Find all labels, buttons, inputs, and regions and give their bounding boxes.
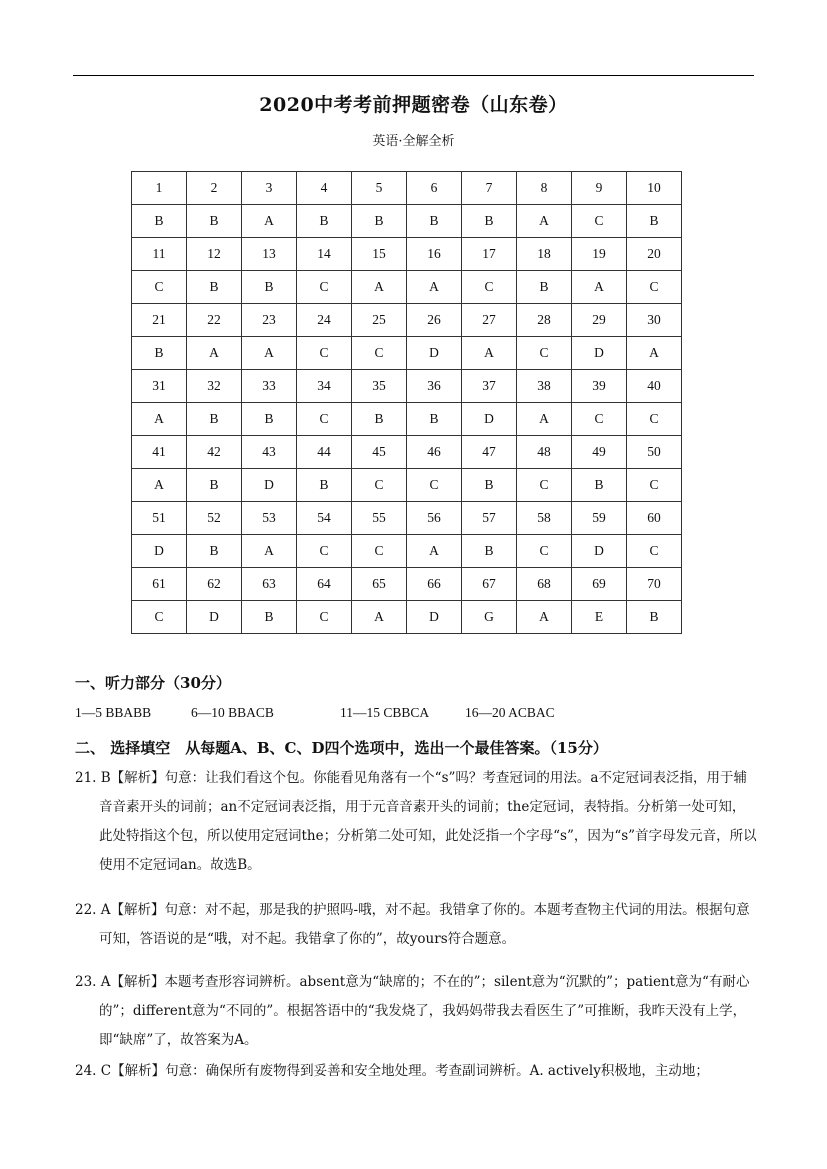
question-number-cell: 43 <box>242 436 297 469</box>
question-number-cell: 48 <box>517 436 572 469</box>
question-number-cell: 5 <box>352 172 407 205</box>
answer-row <box>132 403 682 436</box>
question-number-cell: 25 <box>352 304 407 337</box>
question-number-cell: 17 <box>462 238 517 271</box>
answer-cell: A <box>572 271 627 304</box>
answer-cell: B <box>572 469 627 502</box>
answer-cell: A <box>517 205 572 238</box>
page-title: 2020中考考前押题密卷（山东卷） <box>259 94 568 116</box>
explanation-text: 22. A【解析】句意：对不起，那是我的护照吗-哦，对不起。我错拿了你的。本题考查物主代词的用法。根据句意可知，答语说的是“哦，对不起。我错拿了你的”，故yours符合题意。 <box>75 902 750 947</box>
answer-cell: A <box>132 469 187 502</box>
answer-cell: C <box>297 271 352 304</box>
answer-cell: G <box>462 601 517 634</box>
section2-heading: 二、 选择填空 从每题A、B、C、D四个选项中，选出一个最佳答案。（15分） <box>75 739 608 757</box>
answer-cell: B <box>132 205 187 238</box>
answer-cell: C <box>352 337 407 370</box>
answer-cell: A <box>462 337 517 370</box>
question-number-cell: 63 <box>242 568 297 601</box>
question-number-cell: 28 <box>517 304 572 337</box>
question-number-cell: 9 <box>572 172 627 205</box>
question-number-row <box>132 502 682 535</box>
question-number-cell: 50 <box>627 436 682 469</box>
question-number-cell: 20 <box>627 238 682 271</box>
answer-cell: B <box>187 469 242 502</box>
answer-cell: D <box>462 403 517 436</box>
answer-cell: B <box>352 205 407 238</box>
question-number-cell: 64 <box>297 568 352 601</box>
answer-cell: B <box>517 271 572 304</box>
answer-cell: A <box>352 601 407 634</box>
question-number-cell: 57 <box>462 502 517 535</box>
question-number-cell: 3 <box>242 172 297 205</box>
question-number-row <box>132 436 682 469</box>
question-number-cell: 35 <box>352 370 407 403</box>
question-number-cell: 56 <box>407 502 462 535</box>
answer-cell: C <box>407 469 462 502</box>
top-rule <box>73 75 754 76</box>
question-number-cell: 59 <box>572 502 627 535</box>
answer-row <box>132 535 682 568</box>
answer-row <box>132 601 682 634</box>
question-number-cell: 54 <box>297 502 352 535</box>
question-number-cell: 34 <box>297 370 352 403</box>
answer-cell: A <box>187 337 242 370</box>
question-number-cell: 55 <box>352 502 407 535</box>
question-number-cell: 53 <box>242 502 297 535</box>
question-number-cell: 40 <box>627 370 682 403</box>
answer-cell: A <box>517 601 572 634</box>
answer-cell: C <box>572 403 627 436</box>
question-number-cell: 39 <box>572 370 627 403</box>
answer-cell: A <box>407 271 462 304</box>
answer-cell: B <box>242 271 297 304</box>
answer-cell: B <box>462 469 517 502</box>
answer-cell: A <box>407 535 462 568</box>
question-number-cell: 18 <box>517 238 572 271</box>
listening-group: 11—15 CBBCA <box>340 705 430 720</box>
question-number-cell: 4 <box>297 172 352 205</box>
question-number-row <box>132 172 682 205</box>
question-number-cell: 51 <box>132 502 187 535</box>
answer-cell: B <box>407 205 462 238</box>
question-number-cell: 21 <box>132 304 187 337</box>
question-number-cell: 12 <box>187 238 242 271</box>
question-number-cell: 2 <box>187 172 242 205</box>
question-number-cell: 49 <box>572 436 627 469</box>
question-number-cell: 29 <box>572 304 627 337</box>
explanation-21 <box>75 764 757 880</box>
question-number-row <box>132 304 682 337</box>
question-number-cell: 62 <box>187 568 242 601</box>
answer-cell: D <box>572 337 627 370</box>
answer-cell: E <box>572 601 627 634</box>
question-number-cell: 45 <box>352 436 407 469</box>
question-number-cell: 69 <box>572 568 627 601</box>
question-number-cell: 6 <box>407 172 462 205</box>
page-subtitle: 英语·全解全析 <box>372 134 455 149</box>
question-number-cell: 66 <box>407 568 462 601</box>
answer-cell: C <box>517 535 572 568</box>
explanation-24 <box>75 1057 757 1086</box>
answer-cell: B <box>242 403 297 436</box>
question-number-cell: 8 <box>517 172 572 205</box>
explanation-22 <box>75 896 757 954</box>
answer-cell: C <box>462 271 517 304</box>
question-number-cell: 65 <box>352 568 407 601</box>
question-number-row <box>132 238 682 271</box>
answer-row <box>132 271 682 304</box>
answer-cell: C <box>627 271 682 304</box>
answer-cell: C <box>627 469 682 502</box>
question-number-cell: 52 <box>187 502 242 535</box>
question-number-cell: 19 <box>572 238 627 271</box>
answer-cell: B <box>187 535 242 568</box>
answer-table <box>131 171 682 634</box>
listening-group: 16—20 ACBAC <box>465 705 555 720</box>
answer-cell: C <box>297 601 352 634</box>
answer-cell: C <box>297 337 352 370</box>
answer-cell: D <box>407 337 462 370</box>
answer-cell: C <box>352 469 407 502</box>
question-number-cell: 15 <box>352 238 407 271</box>
section1-heading: 一、听力部分（30分） <box>75 674 231 692</box>
question-number-cell: 26 <box>407 304 462 337</box>
listening-answers <box>75 705 555 721</box>
answer-cell: C <box>352 535 407 568</box>
question-number-cell: 16 <box>407 238 462 271</box>
answer-cell: B <box>187 271 242 304</box>
answer-cell: A <box>352 271 407 304</box>
answer-cell: C <box>132 601 187 634</box>
question-number-row <box>132 370 682 403</box>
answer-cell: B <box>187 205 242 238</box>
answer-cell: C <box>297 403 352 436</box>
answer-cell: B <box>297 469 352 502</box>
question-number-cell: 27 <box>462 304 517 337</box>
explanation-text: 23. A【解析】本题考查形容词辨析。absent意为“缺席的；不在的”；silent意为“沉默的”；patient意为“有耐心的”；different意为“不同的”。根据答语中的“我发烧了，我妈妈带我去看医生了”可推断，我昨天没有上学，即“缺席”了，故答案为A。 <box>75 974 750 1048</box>
question-number-cell: 46 <box>407 436 462 469</box>
question-number-cell: 70 <box>627 568 682 601</box>
answer-cell: B <box>407 403 462 436</box>
question-number-cell: 14 <box>297 238 352 271</box>
question-number-cell: 67 <box>462 568 517 601</box>
question-number-cell: 41 <box>132 436 187 469</box>
question-number-cell: 68 <box>517 568 572 601</box>
answer-row <box>132 337 682 370</box>
answer-cell: D <box>132 535 187 568</box>
answer-row <box>132 205 682 238</box>
answer-cell: A <box>242 205 297 238</box>
answer-cell: B <box>352 403 407 436</box>
answer-cell: A <box>242 337 297 370</box>
answer-cell: B <box>627 601 682 634</box>
question-number-cell: 38 <box>517 370 572 403</box>
question-number-cell: 42 <box>187 436 242 469</box>
question-number-cell: 7 <box>462 172 517 205</box>
question-number-cell: 61 <box>132 568 187 601</box>
question-number-cell: 32 <box>187 370 242 403</box>
answer-cell: D <box>187 601 242 634</box>
question-number-cell: 22 <box>187 304 242 337</box>
question-number-cell: 31 <box>132 370 187 403</box>
answer-cell: B <box>462 535 517 568</box>
question-number-cell: 10 <box>627 172 682 205</box>
question-number-cell: 60 <box>627 502 682 535</box>
answer-cell: B <box>462 205 517 238</box>
question-number-cell: 30 <box>627 304 682 337</box>
answer-cell: B <box>187 403 242 436</box>
answer-cell: A <box>242 535 297 568</box>
answer-cell: C <box>132 271 187 304</box>
answer-cell: C <box>517 469 572 502</box>
answer-cell: B <box>297 205 352 238</box>
question-number-cell: 13 <box>242 238 297 271</box>
question-number-row <box>132 568 682 601</box>
listening-group: 1—5 BBABB <box>75 705 152 720</box>
answer-cell: A <box>517 403 572 436</box>
listening-group: 6—10 BBACB <box>191 705 274 720</box>
answer-cell: C <box>517 337 572 370</box>
question-number-cell: 24 <box>297 304 352 337</box>
question-number-cell: 23 <box>242 304 297 337</box>
explanation-text: 21. B【解析】句意：让我们看这个包。你能看见角落有一个“s”吗？考查冠词的用法。a不定冠词表泛指，用于辅音音素开头的词前；an不定冠词表泛指，用于元音音素开头的词前；the定冠词，表特指。分析第一处可知，此处特指这个包，所以使用定冠词the；分析第二处可知，此处泛指一个字母“s”，因为“s”首字母发元音，所以使用不定冠词an。故选B。 <box>75 770 757 873</box>
question-number-cell: 47 <box>462 436 517 469</box>
answer-cell: A <box>627 337 682 370</box>
answer-cell: D <box>572 535 627 568</box>
answer-cell: B <box>132 337 187 370</box>
explanation-23 <box>75 968 757 1055</box>
answer-cell: A <box>132 403 187 436</box>
answer-cell: C <box>627 535 682 568</box>
question-number-cell: 37 <box>462 370 517 403</box>
answer-cell: C <box>297 535 352 568</box>
question-number-cell: 11 <box>132 238 187 271</box>
answer-cell: C <box>572 205 627 238</box>
answer-cell: B <box>242 601 297 634</box>
answer-row <box>132 469 682 502</box>
answer-cell: D <box>242 469 297 502</box>
question-number-cell: 58 <box>517 502 572 535</box>
question-number-cell: 1 <box>132 172 187 205</box>
answer-cell: D <box>407 601 462 634</box>
answer-cell: C <box>627 403 682 436</box>
answer-cell: B <box>627 205 682 238</box>
question-number-cell: 36 <box>407 370 462 403</box>
question-number-cell: 44 <box>297 436 352 469</box>
question-number-cell: 33 <box>242 370 297 403</box>
explanation-text: 24. C【解析】句意：确保所有废物得到妥善和安全地处理。考查副词辨析。A. actively积极地，主动地； <box>75 1063 709 1079</box>
